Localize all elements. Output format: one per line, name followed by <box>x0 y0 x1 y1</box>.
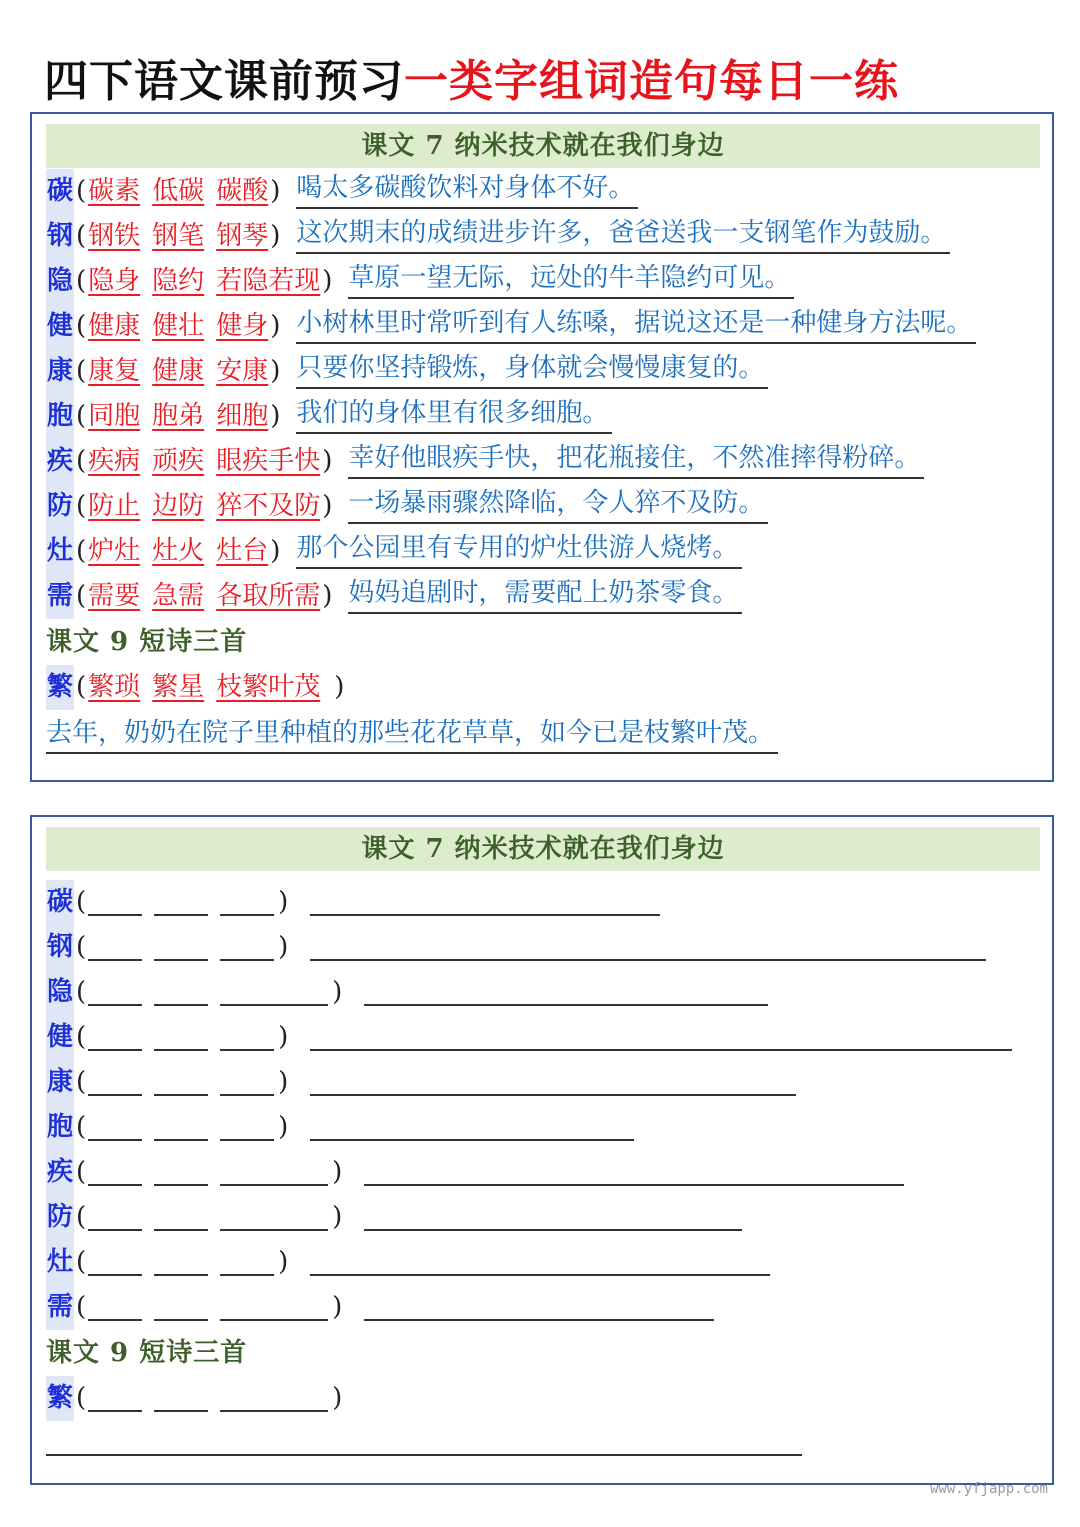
example-sentence: 一场暴雨骤然降临，令人猝不及防。 <box>348 484 768 524</box>
page-title-part1: 四下语文课前预习 <box>44 56 404 107</box>
close-paren: ) <box>278 1247 289 1277</box>
word-blank[interactable] <box>220 1376 328 1412</box>
example-word: 隐约 <box>152 266 205 296</box>
open-paren: ( <box>76 887 87 917</box>
close-paren: ) <box>322 491 333 521</box>
example-word: 胞弟 <box>152 401 205 431</box>
target-character: 防 <box>46 1195 74 1240</box>
open-paren: ( <box>76 1067 87 1097</box>
sentence-blank[interactable] <box>310 925 986 961</box>
example-word: 同胞 <box>88 401 141 431</box>
close-paren: ) <box>270 401 281 431</box>
example-sentence: 幸好他眼疾手快，把花瓶接住，不然准摔得粉碎。 <box>348 439 924 479</box>
example-word: 细胞 <box>216 401 269 431</box>
target-character: 疾 <box>46 439 74 484</box>
target-character: 钢 <box>46 214 74 259</box>
word-blank[interactable] <box>154 1150 208 1186</box>
word-row <box>46 169 638 214</box>
target-character: 隐 <box>46 259 74 304</box>
word-blank[interactable] <box>154 1285 208 1321</box>
word-blank[interactable] <box>220 1285 328 1321</box>
word-blank[interactable] <box>154 970 208 1006</box>
word-blank[interactable] <box>88 1195 142 1231</box>
example-word: 健身 <box>216 311 269 341</box>
sentence-blank[interactable] <box>364 1150 904 1186</box>
example-word: 边防 <box>152 491 205 521</box>
word-blank[interactable] <box>220 1105 274 1141</box>
example-word: 需要 <box>88 581 141 611</box>
example-word: 碳酸 <box>216 176 269 206</box>
example-word: 灶火 <box>152 536 205 566</box>
close-paren: ) <box>278 887 289 917</box>
target-character: 钢 <box>46 925 74 970</box>
target-character: 疾 <box>46 1150 74 1195</box>
open-paren: ( <box>76 311 87 341</box>
sentence-blank[interactable] <box>310 1060 796 1096</box>
target-character: 健 <box>46 304 74 349</box>
example-word: 隐身 <box>88 266 141 296</box>
sentence-blank[interactable] <box>364 970 768 1006</box>
target-character: 繁 <box>46 1376 74 1421</box>
blank-row <box>46 970 768 1015</box>
example-word: 枝繁叶茂 <box>216 672 321 702</box>
example-word: 钢铁 <box>88 221 141 251</box>
close-paren: ) <box>322 581 333 611</box>
blank-row <box>46 1105 634 1150</box>
open-paren: ( <box>76 1157 87 1187</box>
example-word: 健康 <box>152 356 205 386</box>
word-blank[interactable] <box>154 925 208 961</box>
target-character: 隐 <box>46 970 74 1015</box>
target-character: 需 <box>46 1285 74 1330</box>
close-paren: ) <box>278 1022 289 1052</box>
word-row <box>46 439 924 484</box>
open-paren: ( <box>76 491 87 521</box>
example-word: 防止 <box>88 491 141 521</box>
blank-row <box>46 1015 1012 1060</box>
word-blank[interactable] <box>154 1376 208 1412</box>
lesson7-header-practice: 课文 7 纳米技术就在我们身边 <box>46 827 1040 871</box>
close-paren: ) <box>332 1292 343 1322</box>
word-blank[interactable] <box>88 970 142 1006</box>
example-word: 灶台 <box>216 536 269 566</box>
word-blank[interactable] <box>220 925 274 961</box>
example-word: 低碳 <box>152 176 205 206</box>
open-paren: ( <box>76 1202 87 1232</box>
word-blank[interactable] <box>88 1015 142 1051</box>
word-blank[interactable] <box>220 1240 274 1276</box>
blank-row <box>46 880 660 925</box>
target-character: 繁 <box>46 665 74 710</box>
lesson9-header: 课文 9 短诗三首 <box>46 627 248 657</box>
word-blank[interactable] <box>220 1015 274 1051</box>
example-word: 疾病 <box>88 446 141 476</box>
example-word: 健康 <box>88 311 141 341</box>
word-blank[interactable] <box>220 1060 274 1096</box>
close-paren: ) <box>278 932 289 962</box>
lesson9-sentence: 去年，奶奶在院子里种植的那些花花草草，如今已是枝繁叶茂。 <box>46 714 778 754</box>
close-paren: ) <box>322 446 333 476</box>
close-paren: ) <box>270 311 281 341</box>
close-paren: ) <box>270 221 281 251</box>
example-word: 安康 <box>216 356 269 386</box>
target-character: 胞 <box>46 394 74 439</box>
word-blank[interactable] <box>154 880 208 916</box>
example-word: 急需 <box>152 581 205 611</box>
word-blank[interactable] <box>88 1060 142 1096</box>
word-blank[interactable] <box>88 880 142 916</box>
example-sentence: 我们的身体里有很多细胞。 <box>296 394 612 434</box>
word-blank[interactable] <box>88 925 142 961</box>
word-blank[interactable] <box>220 1150 328 1186</box>
word-blank[interactable] <box>88 1285 142 1321</box>
lesson7-header: 课文 7 纳米技术就在我们身边 <box>46 124 1040 168</box>
target-character: 碳 <box>46 169 74 214</box>
open-paren: ( <box>76 1292 87 1322</box>
word-row <box>46 214 950 259</box>
blank-row <box>46 1195 742 1240</box>
answer-panel <box>30 112 1054 782</box>
example-word: 眼疾手快 <box>216 446 321 476</box>
sentence-blank[interactable] <box>310 1105 634 1141</box>
word-blank[interactable] <box>88 1105 142 1141</box>
page-title-part2: 一类字组词造句每日一练 <box>404 56 899 107</box>
word-blank[interactable] <box>154 1195 208 1231</box>
open-paren: ( <box>76 977 87 1007</box>
open-paren: ( <box>76 266 87 296</box>
target-character: 健 <box>46 1015 74 1060</box>
example-sentence: 只要你坚持锻炼，身体就会慢慢康复的。 <box>296 349 768 389</box>
target-character: 康 <box>46 1060 74 1105</box>
word-blank[interactable] <box>154 1060 208 1096</box>
blank-row <box>46 1240 770 1285</box>
target-character: 灶 <box>46 1240 74 1285</box>
target-character: 康 <box>46 349 74 394</box>
example-word: 若隐若现 <box>216 266 321 296</box>
open-paren: ( <box>76 581 87 611</box>
open-paren: ( <box>76 1112 87 1142</box>
open-paren: ( <box>76 401 87 431</box>
example-word: 健壮 <box>152 311 205 341</box>
target-character: 碳 <box>46 880 74 925</box>
open-paren: ( <box>76 1022 87 1052</box>
word-blank[interactable] <box>220 880 274 916</box>
blank-row <box>46 925 986 970</box>
open-paren: ( <box>76 932 87 962</box>
sentence-blank[interactable] <box>310 880 660 916</box>
close-paren: ) <box>278 1067 289 1097</box>
example-word: 各取所需 <box>216 581 321 611</box>
word-row <box>46 259 794 304</box>
word-blank[interactable] <box>88 1150 142 1186</box>
word-row <box>46 394 612 439</box>
example-word: 钢笔 <box>152 221 205 251</box>
open-paren: ( <box>76 221 87 251</box>
example-word: 猝不及防 <box>216 491 321 521</box>
example-word: 顽疾 <box>152 446 205 476</box>
word-row <box>46 349 768 394</box>
lesson9-blank-row <box>46 1376 344 1421</box>
blank-row <box>46 1060 796 1105</box>
close-paren: ) <box>332 977 343 1007</box>
target-character: 灶 <box>46 529 74 574</box>
target-character: 胞 <box>46 1105 74 1150</box>
word-row <box>46 574 742 619</box>
close-paren: ) <box>270 536 281 566</box>
example-word: 繁星 <box>152 672 205 702</box>
sentence-blank[interactable] <box>310 1240 770 1276</box>
example-sentence: 草原一望无际，远处的牛羊隐约可见。 <box>348 259 794 299</box>
example-sentence: 喝太多碳酸饮料对身体不好。 <box>296 169 638 209</box>
example-word: 钢琴 <box>216 221 269 251</box>
open-paren: ( <box>76 672 87 702</box>
target-character: 防 <box>46 484 74 529</box>
practice-panel <box>30 815 1054 1485</box>
blank-row <box>46 1150 904 1195</box>
blank-row <box>46 1285 714 1330</box>
example-sentence: 小树林里时常听到有人练嗓，据说这还是一种健身方法呢。 <box>296 304 976 344</box>
word-blank[interactable] <box>88 1376 142 1412</box>
example-sentence: 妈妈追剧时，需要配上奶茶零食。 <box>348 574 742 614</box>
open-paren: ( <box>76 1247 87 1277</box>
sentence-blank[interactable] <box>364 1195 742 1231</box>
lesson9-word-row <box>46 665 346 710</box>
target-character: 需 <box>46 574 74 619</box>
example-word: 繁琐 <box>88 672 141 702</box>
word-row <box>46 529 742 574</box>
watermark: www.yfjapp.com <box>929 1481 1048 1497</box>
page-title <box>44 50 899 114</box>
open-paren: ( <box>76 176 87 206</box>
lesson9-header-practice: 课文 9 短诗三首 <box>46 1338 248 1368</box>
sentence-blank[interactable] <box>46 1454 802 1456</box>
example-word: 碳素 <box>88 176 141 206</box>
word-blank[interactable] <box>88 1240 142 1276</box>
close-paren: ) <box>278 1112 289 1142</box>
sentence-blank[interactable] <box>310 1015 1012 1051</box>
example-sentence: 这次期末的成绩进步许多，爸爸送我一支钢笔作为鼓励。 <box>296 214 950 254</box>
word-blank[interactable] <box>154 1105 208 1141</box>
close-paren: ) <box>332 1383 343 1413</box>
word-row <box>46 484 768 529</box>
word-blank[interactable] <box>154 1240 208 1276</box>
close-paren: ) <box>270 356 281 386</box>
word-blank[interactable] <box>154 1015 208 1051</box>
close-paren: ) <box>332 1157 343 1187</box>
close-paren: ) <box>332 1202 343 1232</box>
example-sentence: 那个公园里有专用的炉灶供游人烧烤。 <box>296 529 742 569</box>
close-paren: ) <box>334 672 345 702</box>
open-paren: ( <box>76 536 87 566</box>
word-blank[interactable] <box>220 970 328 1006</box>
open-paren: ( <box>76 446 87 476</box>
example-word: 康复 <box>88 356 141 386</box>
example-word: 炉灶 <box>88 536 141 566</box>
word-blank[interactable] <box>220 1195 328 1231</box>
close-paren: ) <box>322 266 333 296</box>
sentence-blank[interactable] <box>364 1285 714 1321</box>
word-row <box>46 304 976 349</box>
open-paren: ( <box>76 356 87 386</box>
close-paren: ) <box>270 176 281 206</box>
open-paren: ( <box>76 1383 87 1413</box>
